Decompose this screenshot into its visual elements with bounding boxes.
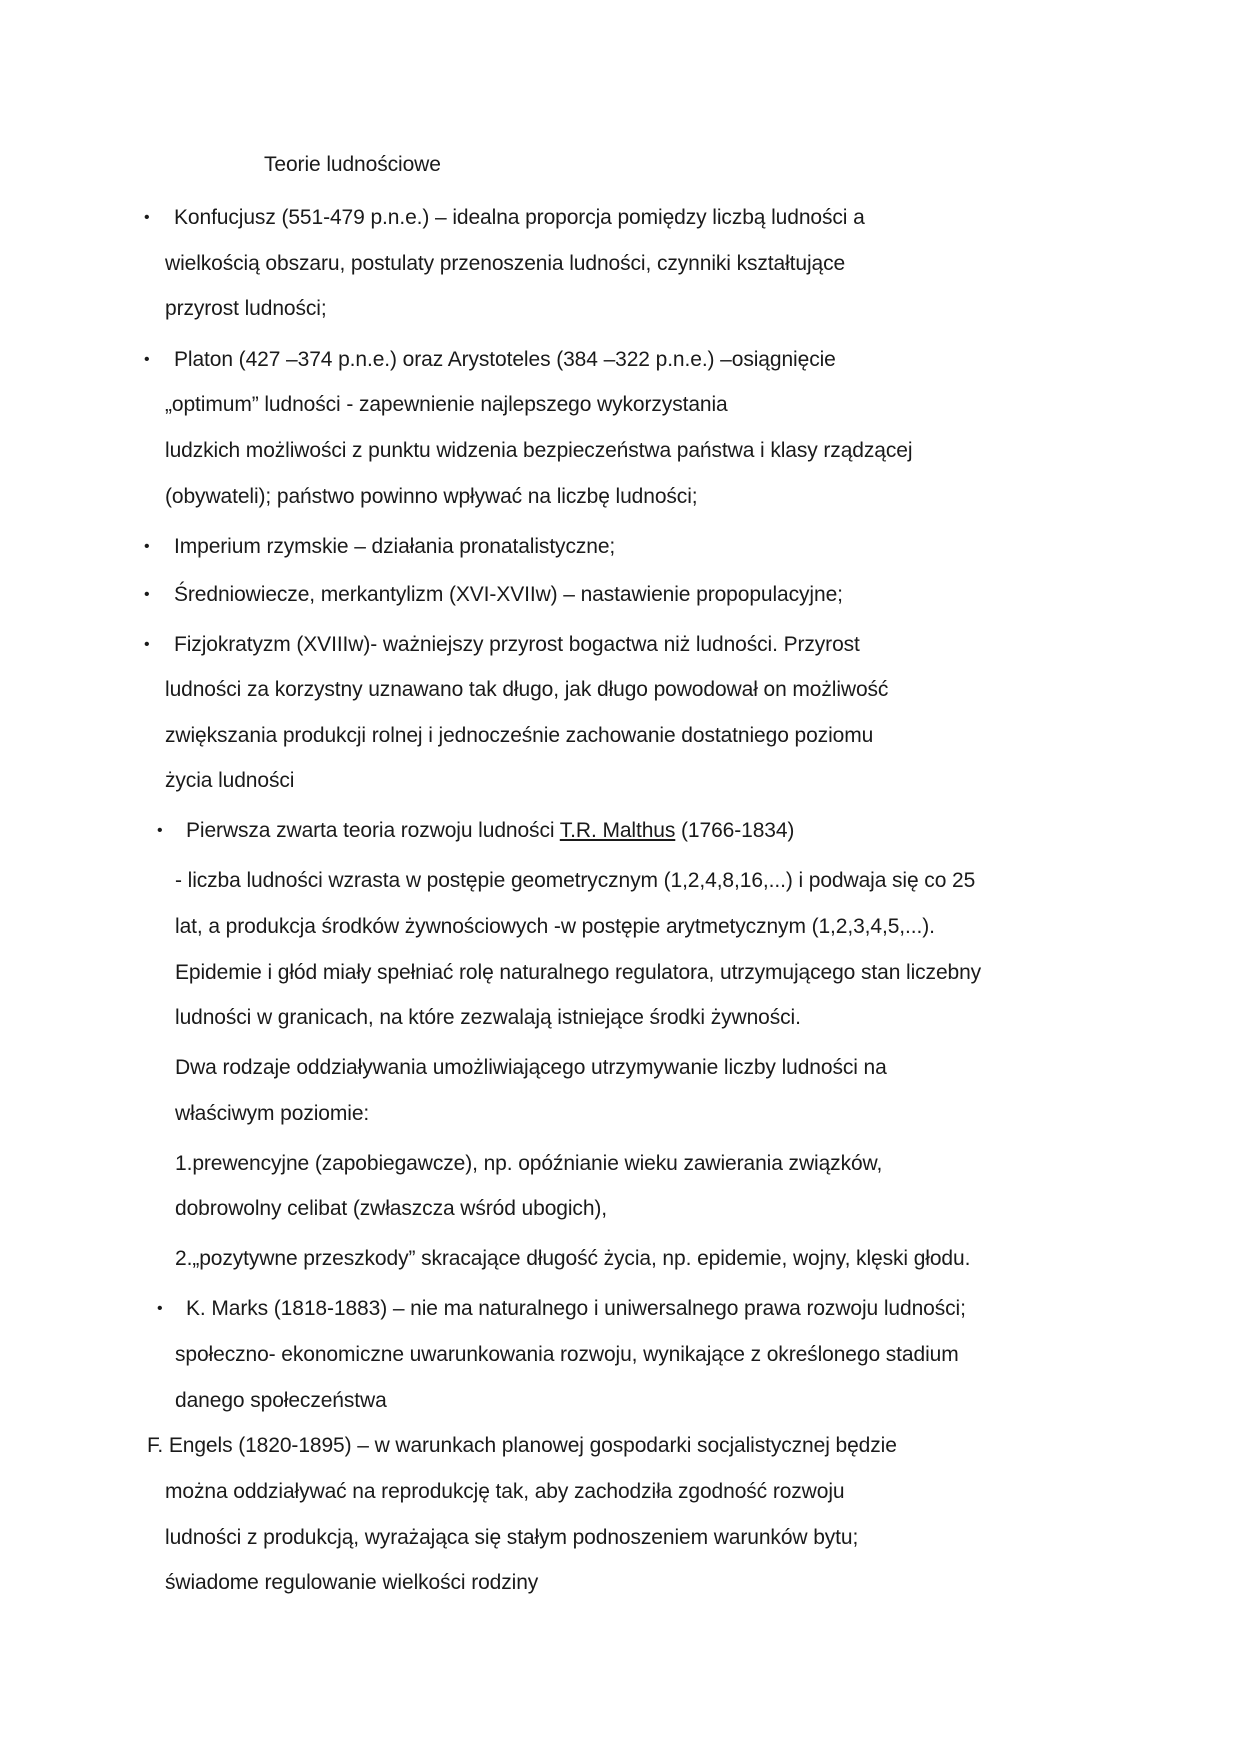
item-fizjokratyzm-line-4: życia ludności — [165, 769, 295, 792]
item-malthus-line-5: Dwa rodzaje oddziaływania umożliwiającego utrzymywanie liczby ludności na — [175, 1056, 887, 1079]
item-platon-line-4: (obywateli); państwo powinno wpływać na liczbę ludności; — [165, 485, 698, 508]
malthus-name-link[interactable]: T.R. Malthus — [559, 819, 676, 842]
bullet: • — [157, 822, 163, 839]
item-platon-line-1: Platon (427 –374 p.n.e.) oraz Arystoteles (384 –322 p.n.e.) –osiągnięcie — [174, 348, 836, 371]
bullet: • — [144, 586, 150, 603]
item-engels-line-2: można oddziaływać na reprodukcję tak, aby zachodziła zgodność rozwoju — [165, 1480, 845, 1503]
bullet: • — [144, 209, 150, 226]
bullet: • — [144, 351, 150, 368]
item-konfucjusz-line-2: wielkością obszaru, postulaty przenoszenia ludności, czynniki kształtujące — [165, 252, 846, 275]
item-engels-line-1: F. Engels (1820-1895) – w warunkach planowej gospodarki socjalistycznej będzie — [147, 1434, 897, 1457]
item-konfucjusz-line-1: Konfucjusz (551-479 p.n.e.) – idealna proporcja pomiędzy liczbą ludności a — [174, 206, 865, 229]
item-marks-line-2: społeczno- ekonomiczne uwarunkowania rozwoju, wynikające z określonego stadium — [175, 1343, 959, 1366]
item-malthus-line-9: 2.„pozytywne przeszkody” skracające długość życia, np. epidemie, wojny, klęski głodu. — [175, 1247, 971, 1270]
item-fizjokratyzm-line-2: ludności za korzystny uznawano tak długo, jak długo powodował on możliwość — [165, 678, 889, 701]
item-engels-line-4: świadome regulowanie wielkości rodziny — [165, 1571, 539, 1594]
item-malthus-line-7: 1.prewencyjne (zapobiegawcze), np. opóźnianie wieku zawierania związków, — [175, 1152, 883, 1175]
item-sredniowiecze-line-1: Średniowiecze, merkantylizm (XVI-XVIIw) – nastawienie propopulacyjne; — [174, 583, 843, 606]
item-malthus-line-6: właściwym poziomie: — [175, 1102, 370, 1125]
malthus-intro: Pierwsza zwarta teoria rozwoju ludności — [186, 819, 560, 842]
item-fizjokratyzm-line-1: Fizjokratyzm (XVIIIw)- ważniejszy przyrost bogactwa niż ludności. Przyrost — [174, 633, 860, 656]
item-malthus-line-3: Epidemie i głód miały spełniać rolę naturalnego regulatora, utrzymującego stan liczebny — [175, 961, 982, 984]
item-platon-line-3: ludzkich możliwości z punktu widzenia bezpieczeństwa państwa i klasy rządzącej — [165, 439, 913, 462]
item-malthus-line-2: lat, a produkcja środków żywnościowych -w postępie arytmetycznym (1,2,3,4,5,...). — [175, 915, 935, 938]
item-malthus-line-1: - liczba ludności wzrasta w postępie geometrycznym (1,2,4,8,16,...) i podwaja się co 25 — [175, 869, 976, 892]
item-engels-line-3: ludności z produkcją, wyrażająca się stałym podnoszeniem warunków bytu; — [165, 1526, 859, 1549]
malthus-years: (1766-1834) — [675, 819, 795, 842]
item-platon-line-2: „optimum” ludności - zapewnienie najlepszego wykorzystania — [165, 393, 728, 416]
item-imperium-line-1: Imperium rzymskie – działania pronatalistyczne; — [174, 535, 616, 558]
item-malthus-heading — [186, 818, 794, 844]
page-title: Teorie ludnościowe — [264, 153, 441, 176]
item-malthus-line-8: dobrowolny celibat (zwłaszcza wśród ubogich), — [175, 1197, 608, 1220]
item-konfucjusz-line-3: przyrost ludności; — [165, 297, 327, 320]
item-fizjokratyzm-line-3: zwiększania produkcji rolnej i jednocześnie zachowanie dostatniego poziomu — [165, 724, 874, 747]
bullet: • — [157, 1300, 163, 1317]
bullet: • — [144, 538, 150, 555]
bullet: • — [144, 636, 150, 653]
item-marks-line-3: danego społeczeństwa — [175, 1389, 387, 1412]
item-marks-line-1: K. Marks (1818-1883) – nie ma naturalnego i uniwersalnego prawa rozwoju ludności; — [186, 1297, 966, 1320]
item-malthus-line-4: ludności w granicach, na które zezwalają istniejące środki żywności. — [175, 1006, 801, 1029]
